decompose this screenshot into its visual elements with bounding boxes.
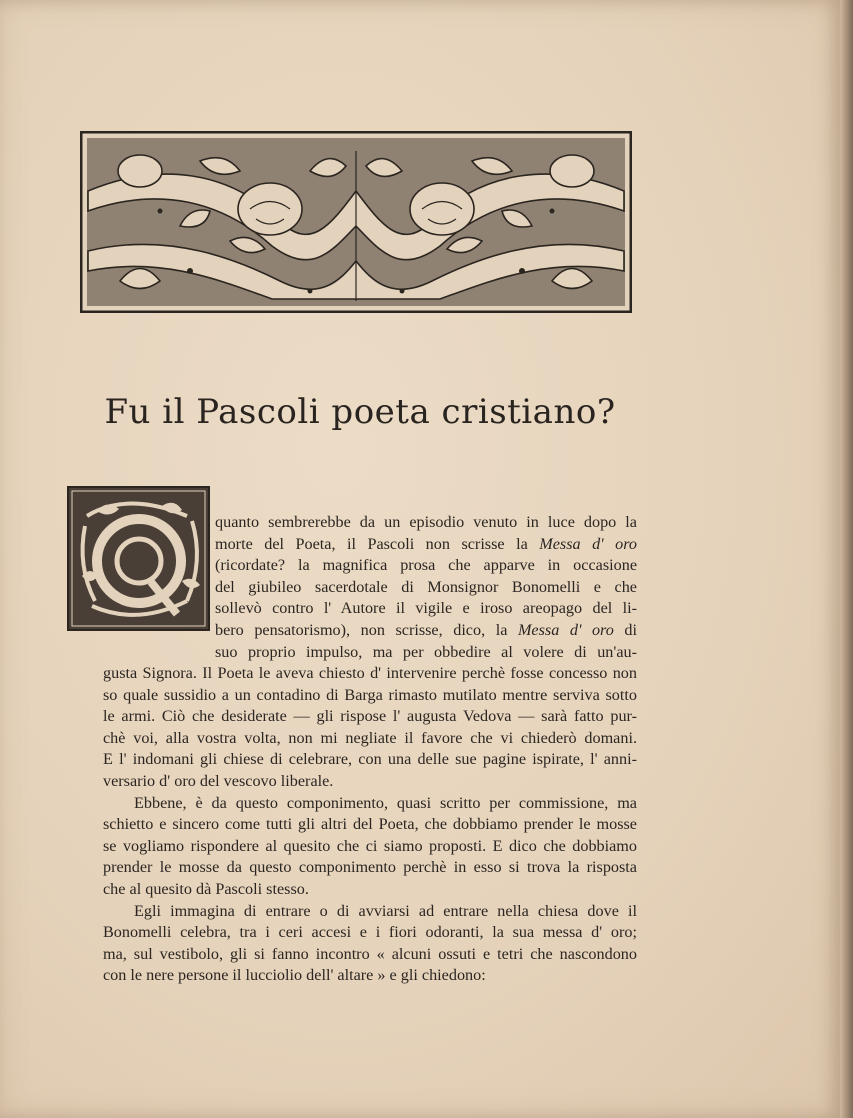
decorated-initial-q	[67, 486, 210, 631]
text-line: bero pensatorismo), non scrisse, dico, la Messa d' oro di	[215, 620, 638, 639]
text-line: Bonomelli celebra, tra i ceri accesi e i fiori odoranti, la sua messa d' oro;	[103, 923, 637, 942]
text-line: sollevò contro l' Autore il vigile e iroso areopago del li-	[215, 599, 637, 618]
text-line: morte del Poeta, il Pascoli non scrisse la Messa d' oro	[215, 534, 638, 553]
text-line: E l' indomani gli chiese di celebrare, con una delle sue pagine ispirate, l' anni-	[103, 750, 637, 769]
text-line: Ebbene, è da questo componimento, quasi scritto per commissione, ma	[134, 793, 637, 812]
italic-title: Messa d' oro	[539, 534, 638, 553]
text-line: quanto sembrerebbe da un episodio venuto in luce dopo la	[215, 513, 637, 531]
italic-title: Messa d' oro	[517, 620, 614, 639]
page-edge	[840, 0, 853, 1118]
text-line: ma, sul vestibolo, gli si fanno incontro « alcuni ossuti e tetri che nascondono	[103, 944, 637, 963]
text-line: (ricordate? la magnifica prosa che apparve in occasione	[215, 556, 637, 575]
text-line: del giubileo sacerdotale di Monsignor Bonomelli e che	[215, 577, 637, 596]
text-line: gusta Signora. Il Poeta le aveva chiesto d' intervenire perchè fosse concesso non	[103, 664, 637, 682]
text-line: se vogliamo rispondere al quesito che ci siamo proposti. E dico che dobbiamo	[103, 836, 637, 855]
floral-ornament-banner	[80, 131, 632, 313]
body-text	[103, 663, 637, 987]
text-line: con le nere persone il lucciolio dell' altare » e gli chiedono:	[103, 966, 486, 985]
text-line: versario d' oro del vescovo liberale.	[103, 771, 334, 790]
page-title: Fu il Pascoli poeta cristiano?	[104, 392, 616, 432]
text-line: Egli immagina di entrare o di avviarsi ad entrare nella chiesa dove il	[134, 901, 637, 920]
text-line: schietto e sincero come tutti gli altri del Poeta, che dobbiamo prender le mosse	[103, 815, 637, 834]
text-line: so quale sussidio a un contadino di Barga rimasto mutilato mentre serviva sotto	[103, 685, 637, 704]
text-line: prender le mosse da questo componimento perchè in esso si trova la risposta	[103, 858, 637, 877]
text-line: le armi. Ciò che desiderate — gli rispose l' augusta Vedova — sarà fatto pur-	[103, 707, 637, 726]
text-line: che al quesito dà Pascoli stesso.	[103, 879, 309, 898]
text-line: suo proprio impulso, ma per obbedire al volere di un'au-	[215, 642, 637, 661]
text-line: chè voi, alla vostra volta, non mi negliate il favore che vi chiederò domani.	[103, 728, 637, 747]
paragraph-1-beside-initial	[215, 512, 637, 663]
